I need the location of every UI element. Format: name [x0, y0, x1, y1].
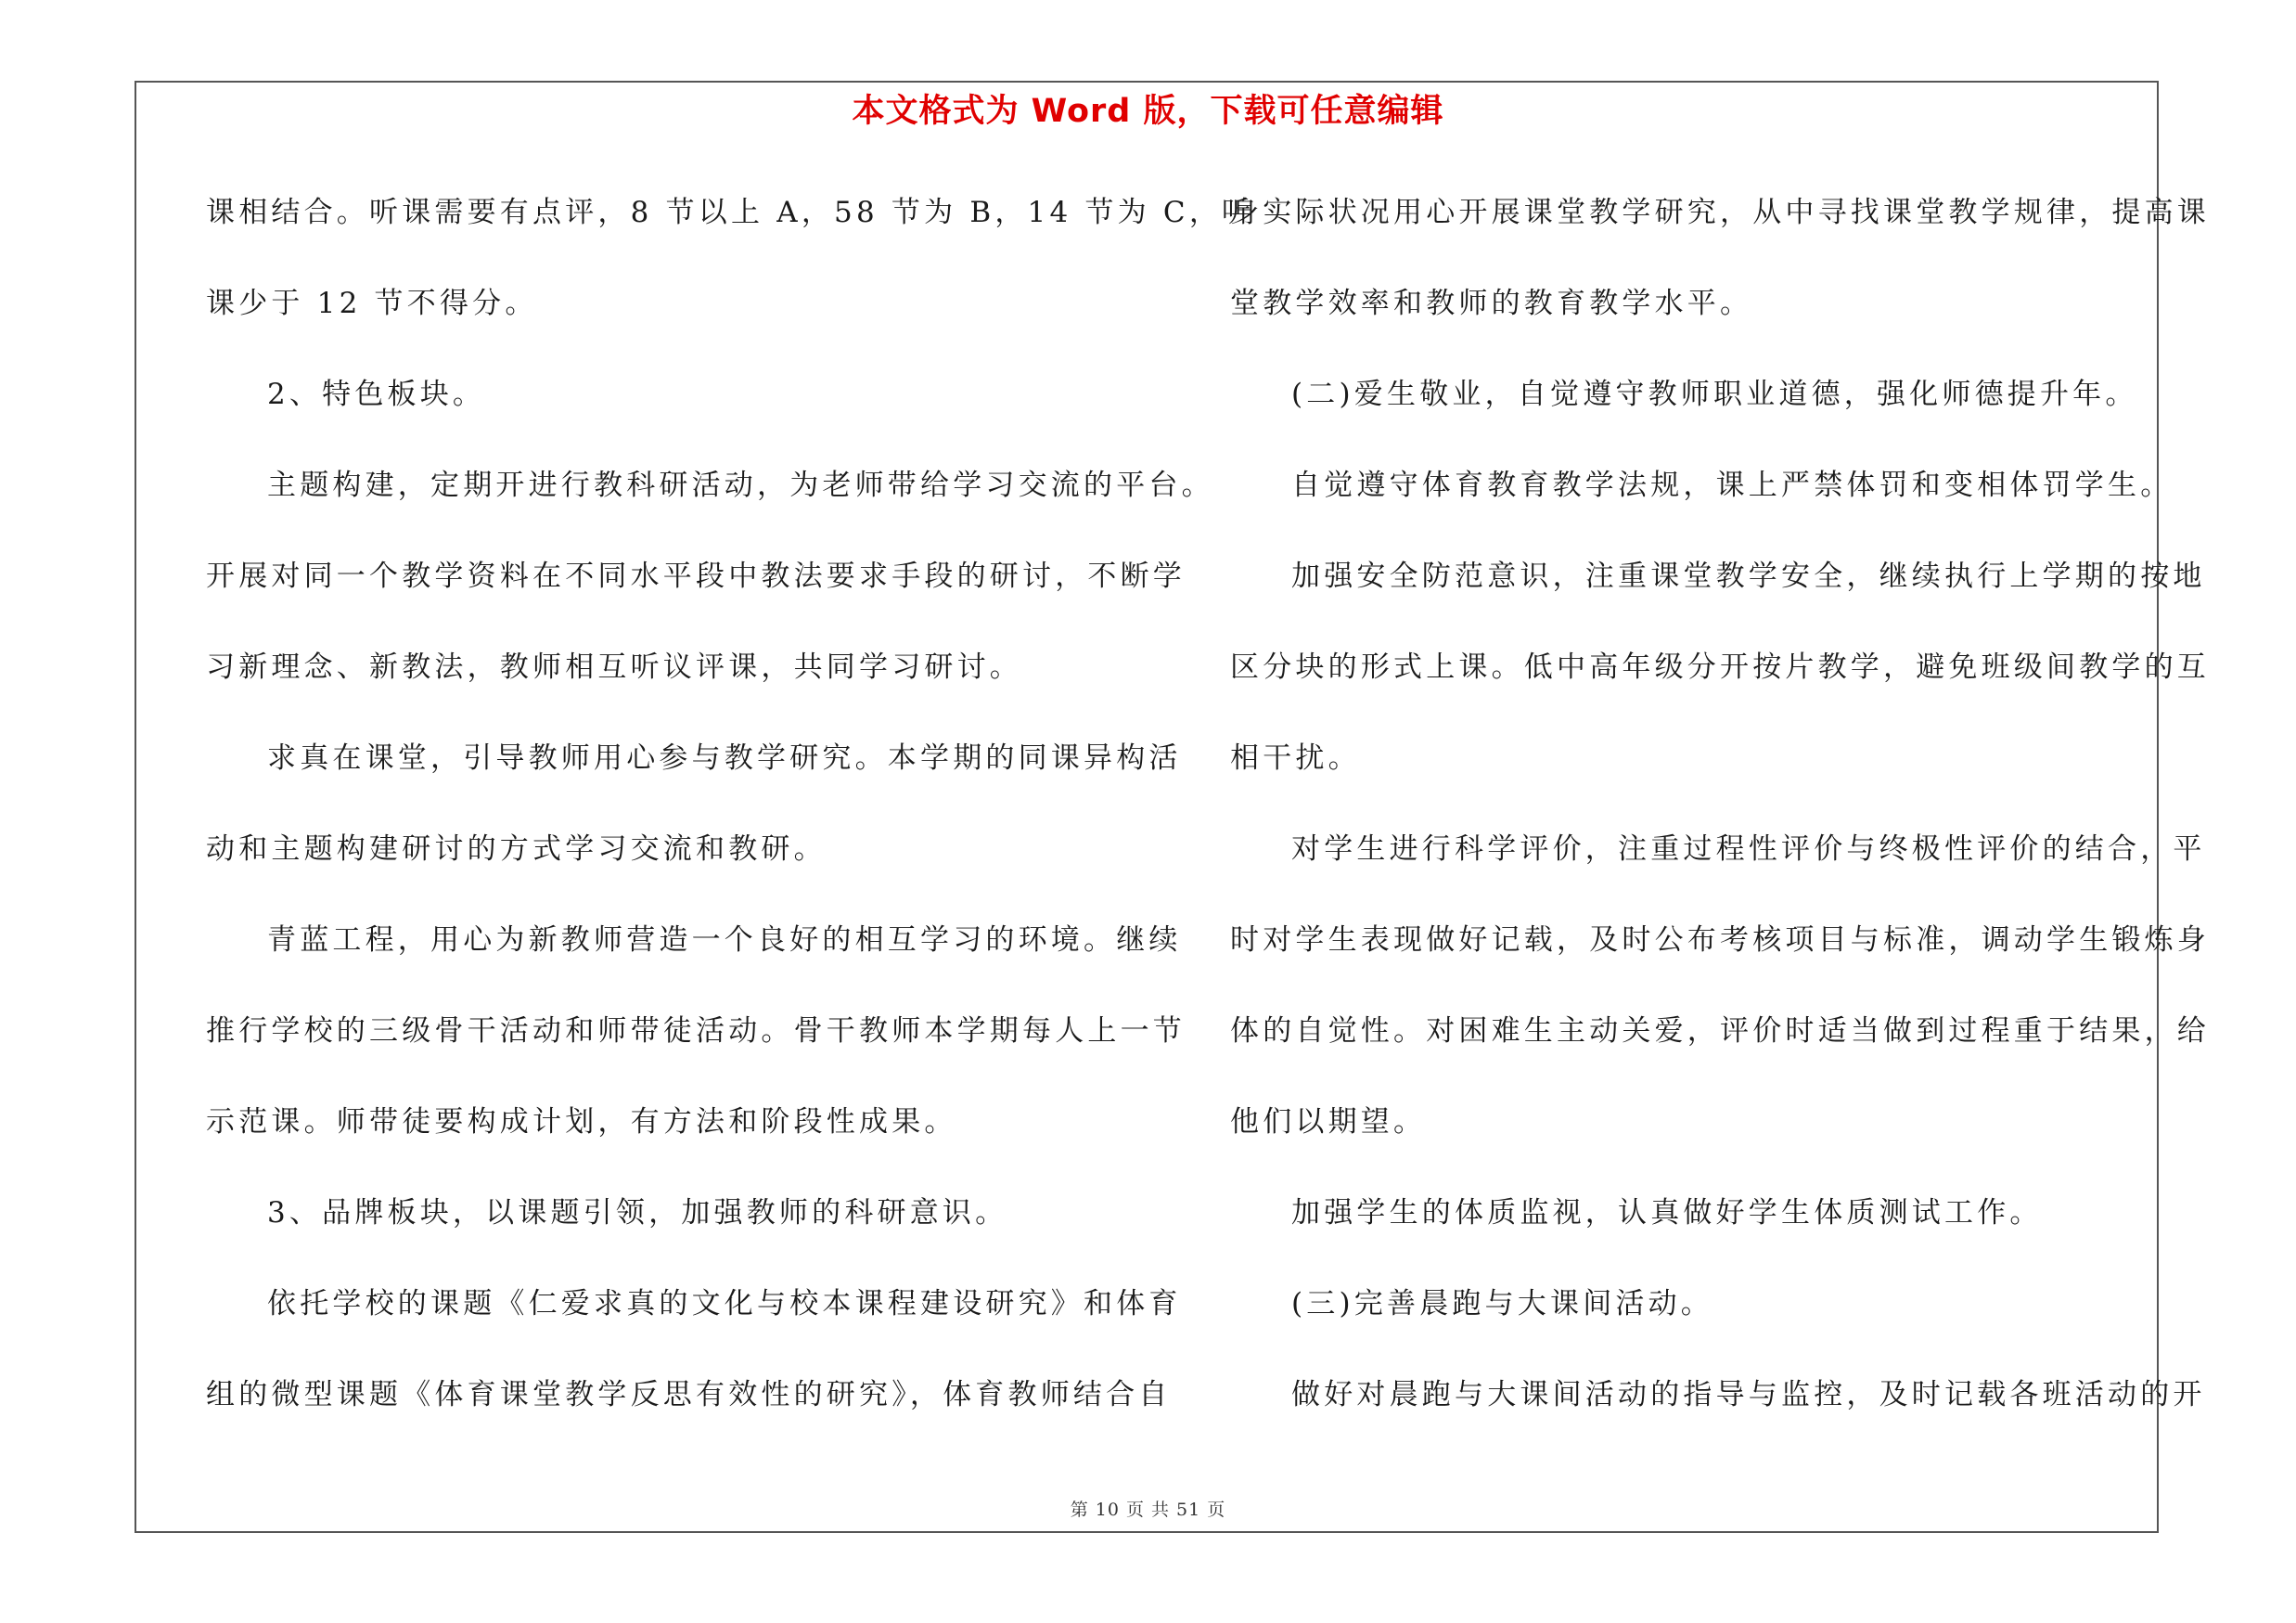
- text-line: 青蓝工程，用心为新教师营造一个良好的相互学习的环境。继续: [267, 923, 1182, 957]
- text-line: 他们以期望。: [1230, 1105, 1427, 1139]
- text-line: 体的自觉性。对困难生主动关爱，评价时适当做到过程重于结果，给: [1230, 1014, 2210, 1048]
- text-line: 相干扰。: [1230, 741, 1361, 775]
- text-line: 动和主题构建研讨的方式学习交流和教研。: [206, 832, 827, 866]
- text-line: 课相结合。听课需要有点评，8 节以上 A，58 节为 B，14 节为 C，听: [206, 196, 1255, 229]
- text-line: 自觉遵守体育教育教学法规，课上严禁体罚和变相体罚学生。: [1291, 469, 2174, 502]
- text-line: 主题构建，定期开进行教科研活动，为老师带给学习交流的平台。: [267, 469, 1214, 502]
- text-line: 堂教学效率和教师的教育教学水平。: [1230, 287, 1753, 320]
- text-line: 加强安全防范意识，注重课堂教学安全，继续执行上学期的按地: [1291, 560, 2206, 593]
- text-line: 加强学生的体质监视，认真做好学生体质测试工作。: [1291, 1196, 2043, 1230]
- page-number-footer: 第 10 页 共 51 页: [1070, 1500, 1226, 1520]
- word-format-banner: 本文格式为 Word 版，下载可任意编辑: [852, 93, 1444, 130]
- text-line: 2、特色板块。: [267, 378, 486, 411]
- text-line: (三)完善晨跑与大课间活动。: [1291, 1287, 1713, 1320]
- right-text-column: [1230, 186, 2210, 1459]
- text-line: 组的微型课题《体育课堂教学反思有效性的研究》，体育教师结合自: [206, 1378, 1172, 1411]
- text-line: 区分块的形式上课。低中高年级分开按片教学，避免班级间教学的互: [1230, 650, 2210, 684]
- text-line: 依托学校的课题《仁爱求真的文化与校本课程建设研究》和体育: [267, 1287, 1182, 1320]
- text-line: 做好对晨跑与大课间活动的指导与监控，及时记载各班活动的开: [1291, 1378, 2206, 1411]
- text-line: 身实际状况用心开展课堂教学研究，从中寻找课堂教学规律，提高课: [1230, 196, 2210, 229]
- text-line: 推行学校的三级骨干活动和师带徒活动。骨干教师本学期每人上一节: [206, 1014, 1186, 1048]
- text-line: 时对学生表现做好记载，及时公布考核项目与标准，调动学生锻炼身: [1230, 923, 2210, 957]
- text-line: 示范课。师带徒要构成计划，有方法和阶段性成果。: [206, 1105, 957, 1139]
- text-line: 求真在课堂，引导教师用心参与教学研究。本学期的同课异构活: [267, 741, 1182, 775]
- text-line: 习新理念、新教法，教师相互听议评课，共同学习研讨。: [206, 650, 1022, 684]
- left-text-column: [206, 186, 1255, 1459]
- text-line: 课少于 12 节不得分。: [206, 287, 538, 320]
- text-line: (二)爱生敬业，自觉遵守教师职业道德，强化师德提升年。: [1291, 378, 2138, 411]
- text-line: 对学生进行科学评价，注重过程性评价与终极性评价的结合，平: [1291, 832, 2206, 866]
- text-line: 3、品牌板块，以课题引领，加强教师的科研意识。: [267, 1196, 1008, 1230]
- text-line: 开展对同一个教学资料在不同水平段中教法要求手段的研讨，不断学: [206, 560, 1186, 593]
